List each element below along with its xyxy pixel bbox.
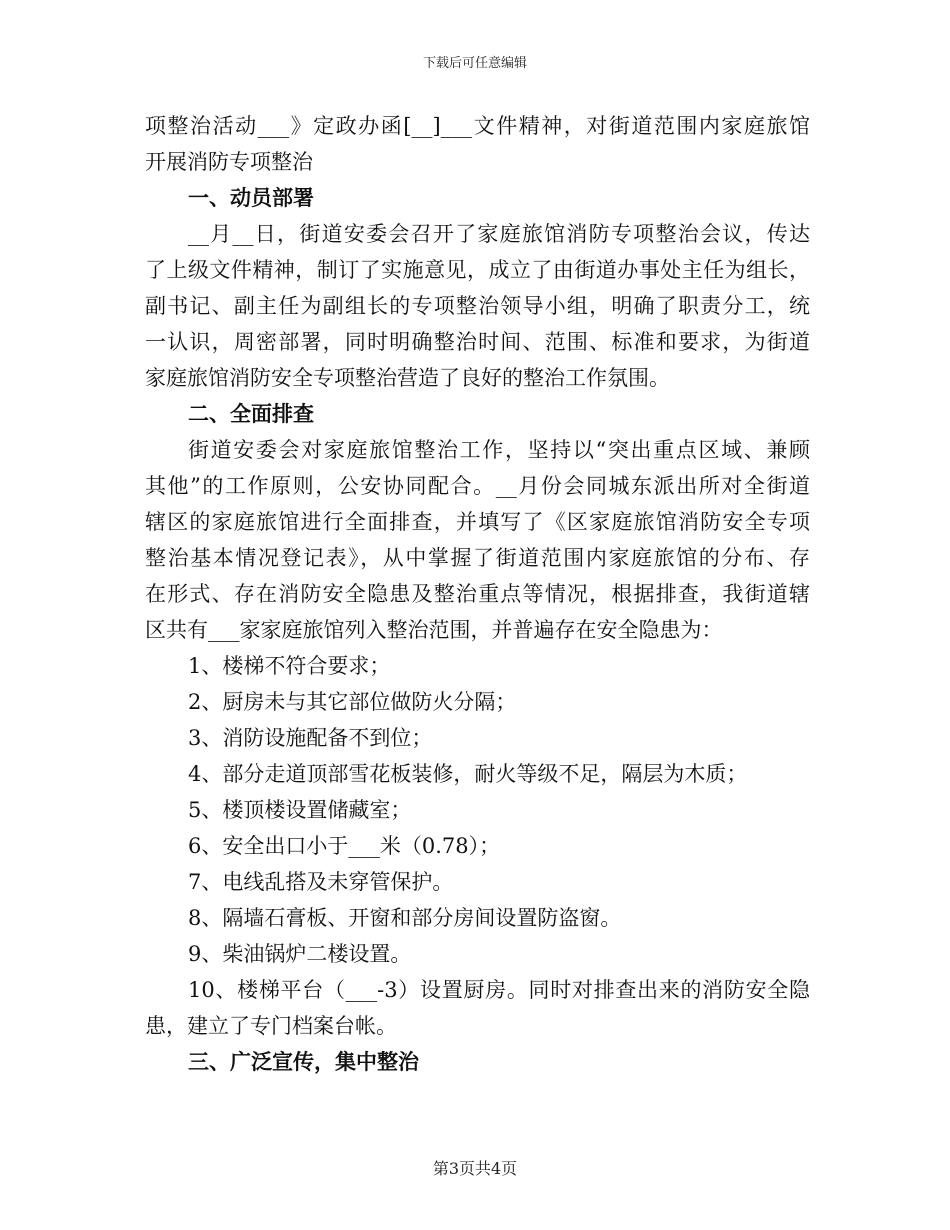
text-line: 7、电线乱搭及未穿管保护。 <box>188 870 454 894</box>
text-line: 一认识，周密部署，同时明确整治时间、范围、标准和要求，为街道 <box>145 330 810 354</box>
text-line: 开展消防专项整治 <box>145 150 313 174</box>
text-line: 项整治活动___》定政办函[__]___文件精神，对街道范围内家庭旅馆 <box>145 114 810 138</box>
section-heading: 二、全面排查 <box>188 402 314 426</box>
text-line: 患，建立了专门档案台帐。 <box>145 1014 397 1038</box>
text-line: 街道安委会对家庭旅馆整治工作，坚持以“突出重点区域、兼顾 <box>188 438 810 462</box>
section-heading: 一、动员部署 <box>188 186 314 210</box>
text-line: 6、安全出口小于___米（0.78）； <box>188 834 501 858</box>
text-line: 10、楼梯平台（___-3）设置厨房。同时对排查出来的消防安全隐 <box>188 978 810 1002</box>
text-line: 了上级文件精神，制订了实施意见，成立了由街道办事处主任为组长， <box>145 258 810 282</box>
text-line: 辖区的家庭旅馆进行全面排查，并填写了《区家庭旅馆消防安全专项 <box>145 510 810 534</box>
text-line: 整治基本情况登记表》，从中掌握了街道范围内家庭旅馆的分布、存 <box>145 546 810 570</box>
text-line: 8、隔墙石膏板、开窗和部分房间设置防盗窗。 <box>188 906 622 930</box>
text-line: 副书记、副主任为副组长的专项整治领导小组，明确了职责分工，统 <box>145 294 810 318</box>
text-line: 3、消防设施配备不到位； <box>188 726 433 750</box>
text-line: 4、部分走道顶部雪花板装修，耐火等级不足，隔层为木质； <box>188 762 748 786</box>
text-line: 区共有___家家庭旅馆列入整治范围，并普遍存在安全隐患为： <box>145 618 723 642</box>
text-line: 5、楼顶楼设置储藏室； <box>188 798 412 822</box>
section-heading: 三、广泛宣传，集中整治 <box>188 1050 419 1074</box>
document-body <box>145 108 810 1080</box>
page-header: 下载后可任意编辑 <box>422 56 527 71</box>
text-line: 1、楼梯不符合要求； <box>188 654 391 678</box>
text-line: 其他”的工作原则，公安协同配合。__月份会同城东派出所对全街道 <box>145 474 810 498</box>
text-line: __月__日，街道安委会召开了家庭旅馆消防专项整治会议，传达 <box>188 222 810 246</box>
text-line: 2、厨房未与其它部位做防火分隔； <box>188 690 517 714</box>
text-line: 9、柴油锅炉二楼设置。 <box>188 942 412 966</box>
text-line: 家庭旅馆消防安全专项整治营造了良好的整治工作氛围。 <box>145 366 670 390</box>
page-footer: 第3页共4页 <box>432 1159 518 1178</box>
text-line: 在形式、存在消防安全隐患及整治重点等情况，根据排查，我街道辖 <box>145 582 810 606</box>
